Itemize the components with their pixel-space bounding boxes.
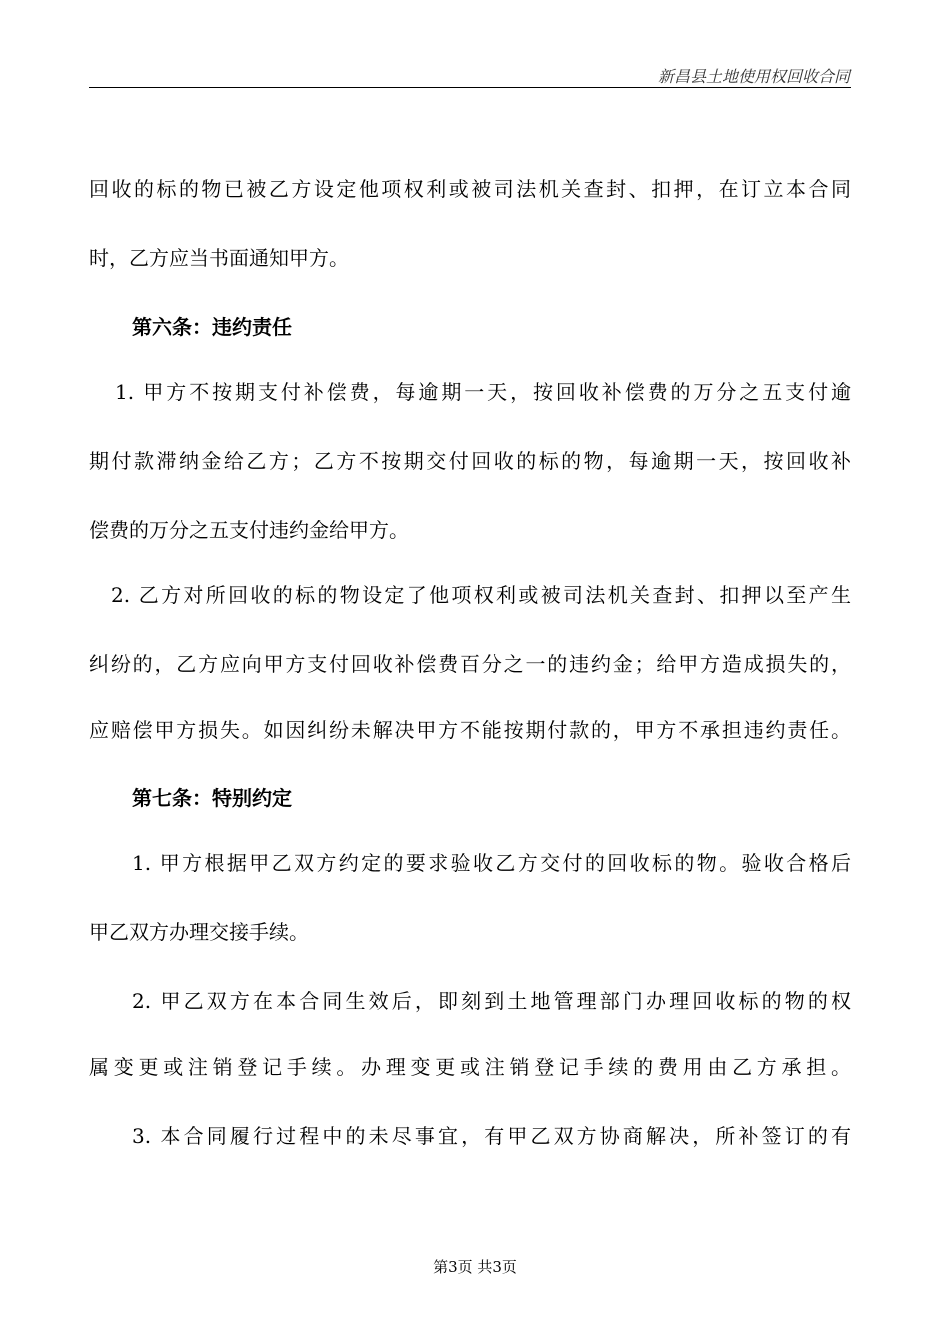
text-line: 2. 甲乙双方在本合同生效后，即刻到土地管理部门办理回收标的物的权 <box>132 989 851 1013</box>
header-title: 新昌县土地使用权回收合同 <box>657 67 850 86</box>
page-number: 第3页 共3页 <box>433 1258 517 1276</box>
text-line: 时，乙方应当书面通知甲方。 <box>89 246 349 270</box>
text-line: 纠纷的，乙方应向甲方支付回收补偿费百分之一的违约金；给甲方造成损失的， <box>89 652 851 676</box>
section-heading-article-7: 第七条：特别约定 <box>132 786 292 810</box>
text-line: 期付款滞纳金给乙方；乙方不按期交付回收的标的物，每逾期一天，按回收补 <box>89 449 851 473</box>
section-heading-article-6: 第六条：违约责任 <box>132 315 292 339</box>
text-line: 2. 乙方对所回收的标的物设定了他项权利或被司法机关查封、扣押以至产生 <box>111 583 851 607</box>
text-line: 3. 本合同履行过程中的未尽事宜，有甲乙双方协商解决，所补签订的有 <box>132 1124 851 1148</box>
text-line: 回收的标的物已被乙方设定他项权利或被司法机关查封、扣押，在订立本合同 <box>89 177 851 201</box>
text-line: 偿费的万分之五支付违约金给甲方。 <box>89 518 409 542</box>
text-line: 应赔偿甲方损失。如因纠纷未解决甲方不能按期付款的，甲方不承担违约责任。 <box>89 718 851 742</box>
text-line: 甲乙双方办理交接手续。 <box>89 920 309 944</box>
header-rule <box>89 87 851 88</box>
text-line: 1. 甲方不按期支付补偿费，每逾期一天，按回收补偿费的万分之五支付逾 <box>115 380 851 404</box>
text-line: 1. 甲方根据甲乙双方约定的要求验收乙方交付的回收标的物。验收合格后 <box>132 851 851 875</box>
text-line: 属变更或注销登记手续。办理变更或注销登记手续的费用由乙方承担。 <box>89 1055 851 1079</box>
